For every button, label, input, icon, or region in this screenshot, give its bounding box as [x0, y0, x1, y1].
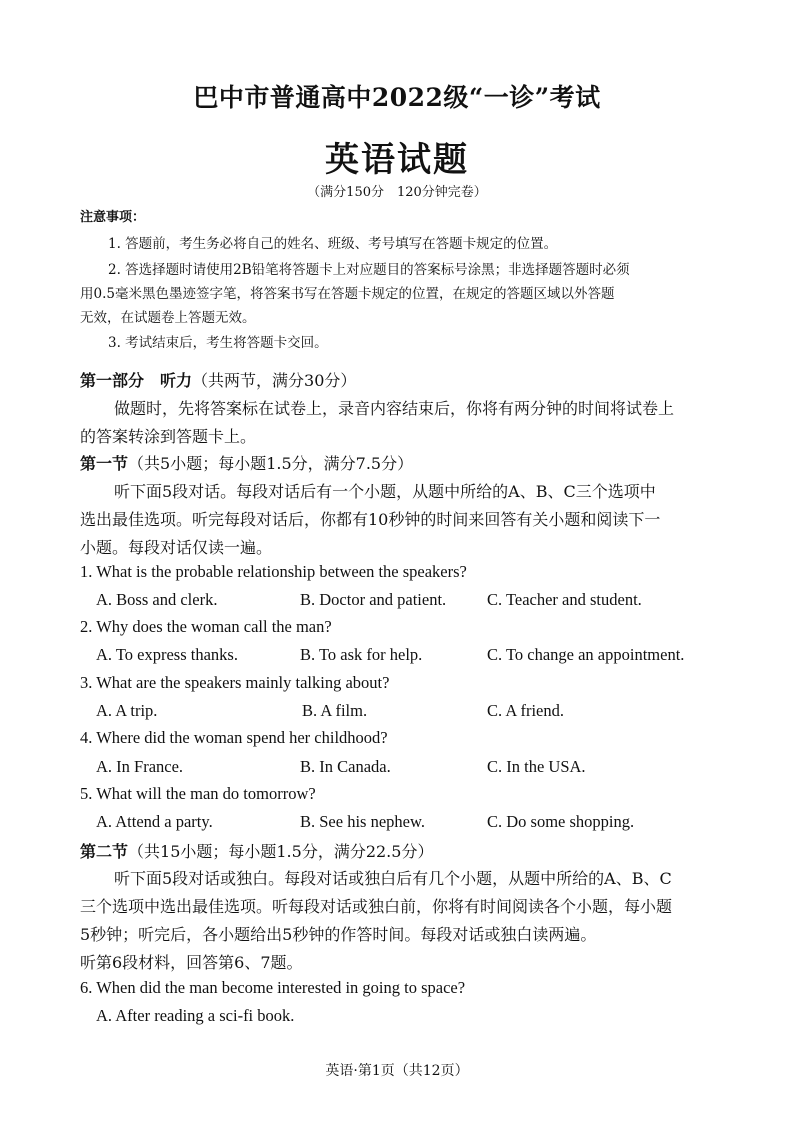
section1-heading-note: （共5小题；每小题1.5分，满分7.5分）: [128, 454, 414, 473]
question-1: 1. What is the probable relationship between the speakers?: [80, 562, 467, 581]
question-2-option-b: B. To ask for help.: [300, 645, 423, 664]
question-1-option-c: C. Teacher and student.: [487, 590, 642, 609]
question-3-option-c: C. A friend.: [487, 701, 564, 720]
question-5-option-a: A. Attend a party.: [96, 812, 213, 831]
question-5-option-c: C. Do some shopping.: [487, 812, 635, 831]
part1-heading-label: 第一部分 听力: [80, 371, 193, 390]
notice-item-2-line-3: 无效，在试题卷上答题无效。: [80, 310, 256, 326]
question-5: 5. What will the man do tomorrow?: [80, 784, 316, 803]
section2-intro-line-2: 三个选项中选出最佳选项。听每段对话或独白前，你将有时间阅读各个小题，每小题: [80, 897, 673, 916]
section2-intro-line-1: 听下面5段对话或独白。每段对话或独白后有几个小题，从题中所给的A、B、C: [114, 869, 672, 888]
part1-intro-line-1: 做题时，先将答案标在试卷上，录音内容结束后，你将有两分钟的时间将试卷上: [114, 399, 675, 418]
section1-heading: [80, 451, 413, 474]
question-4-option-b: B. In Canada.: [300, 757, 391, 776]
question-1-option-a: A. Boss and clerk.: [96, 590, 218, 609]
notice-item-3: 3. 考试结束后，考生将答题卡交回。: [108, 335, 328, 351]
section2-heading-note: （共15小题；每小题1.5分，满分22.5分）: [128, 842, 434, 861]
question-2-option-a: A. To express thanks.: [96, 645, 238, 664]
question-4: 4. Where did the woman spend her childhood?: [80, 728, 388, 747]
section2-material-instruction: 听第6段材料，回答第6、7题。: [80, 953, 303, 972]
question-3-option-a: A. A trip.: [96, 701, 158, 720]
notice-item-2-line-1: 2. 答选择题时请使用2B铅笔将答题卡上对应题目的答案标号涂黑；非选择题答题时必须: [108, 262, 630, 278]
notice-item-2-line-2: 用0.5毫米黑色墨迹签字笔，将答案书写在答题卡规定的位置，在规定的答题区域以外答题: [80, 286, 615, 302]
subject-title: 英语试题: [325, 140, 469, 180]
section2-heading-label: 第二节: [80, 842, 129, 861]
question-5-option-b: B. See his nephew.: [300, 812, 425, 831]
section1-intro-line-1: 听下面5段对话。每段对话后有一个小题，从题中所给的A、B、C三个选项中: [114, 482, 656, 501]
part1-intro-line-2: 的答案转涂到答题卡上。: [80, 427, 257, 446]
notice-item-1: 1. 答题前，考生务必将自己的姓名、班级、考号填写在答题卡规定的位置。: [108, 236, 558, 252]
question-4-option-a: A. In France.: [96, 757, 184, 776]
page-footer: 英语·第1页（共12页）: [325, 1063, 469, 1079]
section2-heading: [80, 839, 433, 862]
question-6: 6. When did the man become interested in going to space?: [80, 978, 466, 997]
page-title: 巴中市普通高中2022级“一诊”考试: [193, 83, 601, 112]
part1-heading: [80, 368, 356, 391]
question-3-option-b: B. A film.: [302, 701, 368, 720]
section1-heading-label: 第一节: [80, 454, 129, 473]
part1-heading-note: （共两节，满分30分）: [192, 371, 357, 390]
exam-meta: （满分150分 120分钟完卷）: [307, 185, 487, 200]
notice-heading: 注意事项：: [80, 210, 146, 225]
question-3: 3. What are the speakers mainly talking about?: [80, 673, 390, 692]
question-2-option-c: C. To change an appointment.: [487, 645, 685, 664]
section1-intro-line-2: 选出最佳选项。听完每段对话后，你都有10秒钟的时间来回答有关小题和阅读下一: [80, 510, 661, 529]
question-4-option-c: C. In the USA.: [487, 757, 586, 776]
section1-intro-line-3: 小题。每段对话仅读一遍。: [80, 538, 273, 557]
question-6-option-a: A. After reading a sci-fi book.: [96, 1006, 295, 1025]
question-1-option-b: B. Doctor and patient.: [300, 590, 447, 609]
section2-intro-line-3: 5秒钟；听完后，各小题给出5秒钟的作答时间。每段对话或独白读两遍。: [80, 925, 597, 944]
question-2: 2. Why does the woman call the man?: [80, 617, 332, 636]
